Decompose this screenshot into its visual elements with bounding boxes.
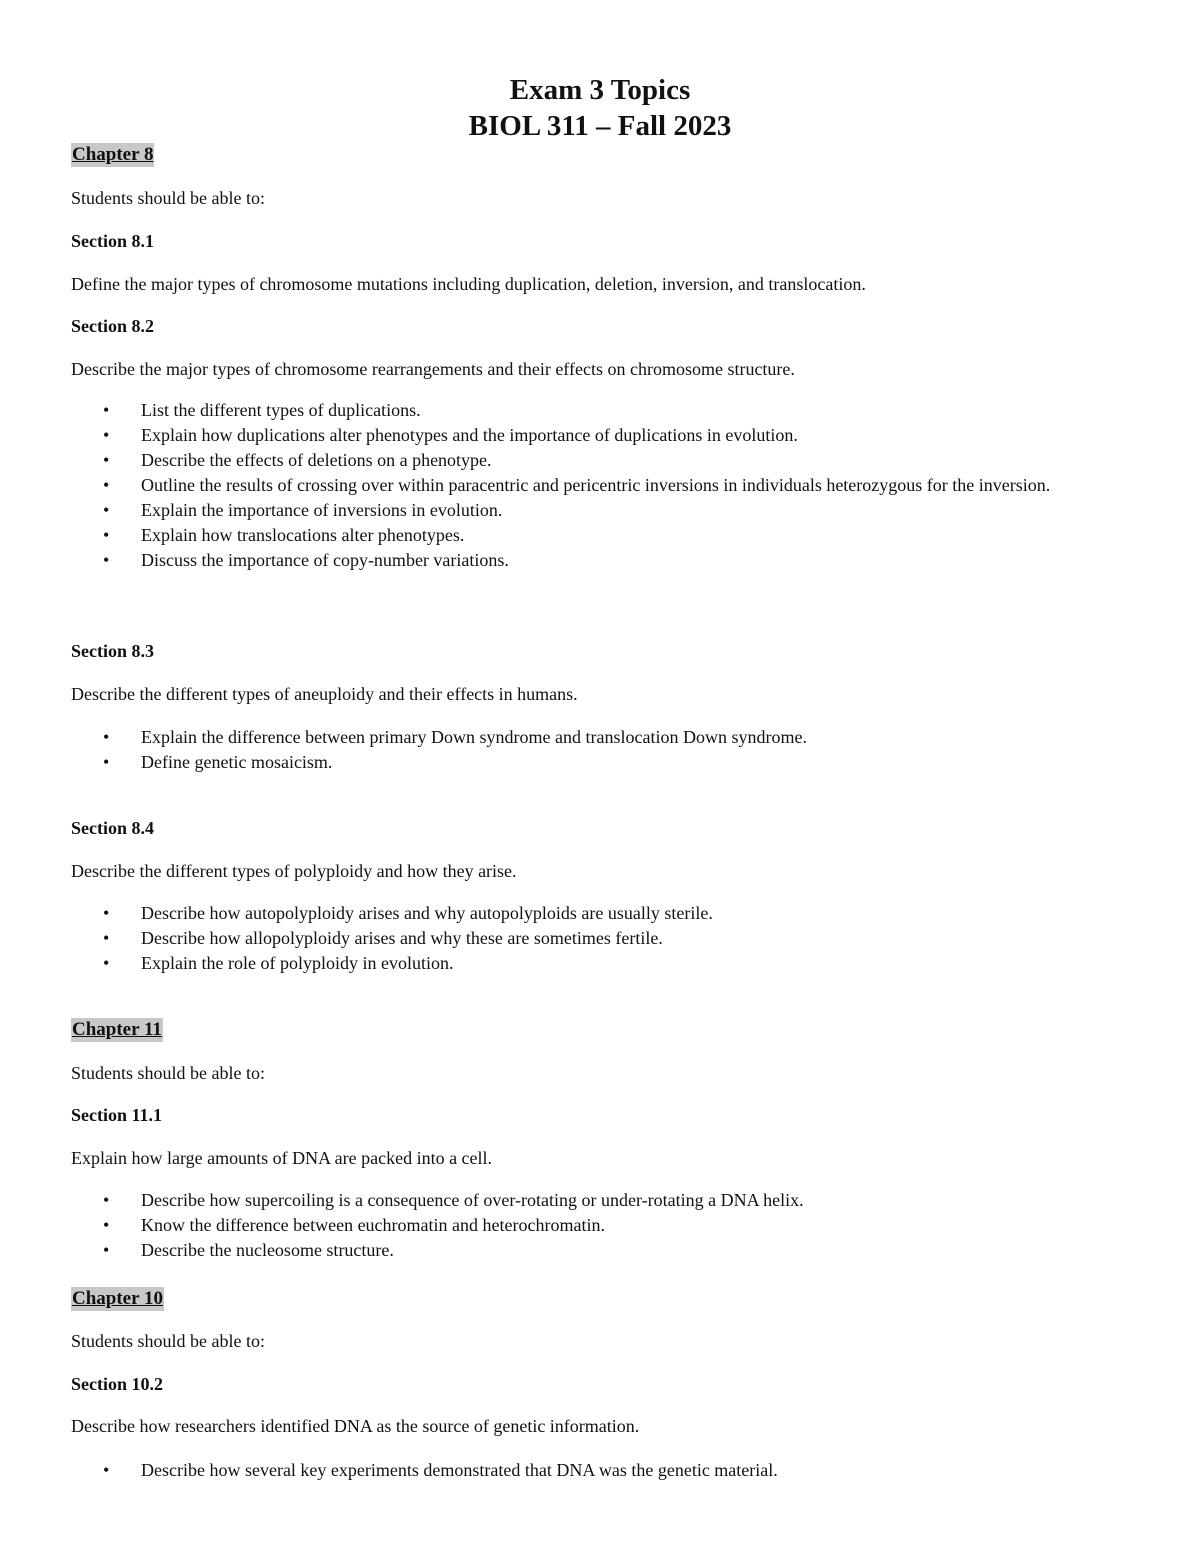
section-heading: Section 8.3 (71, 641, 154, 661)
section-description: Describe how researchers identified DNA as the source of genetic information. (71, 1416, 640, 1436)
section-description: Describe the different types of polyploidy and how they arise. (71, 861, 517, 881)
list-item (0, 951, 1200, 976)
list-item-text: Describe the nucleosome structure. (141, 1240, 394, 1260)
bullet-icon: • (103, 425, 110, 445)
chapter-intro: Students should be able to: (71, 1331, 265, 1351)
bullet-icon: • (103, 525, 110, 545)
list-item (0, 750, 1200, 775)
list-item (0, 926, 1200, 951)
bullet-list (0, 901, 1200, 976)
list-item-text: Explain the difference between primary Down syndrome and translocation Down syndrome. (141, 727, 807, 747)
bullet-list (0, 1188, 1200, 1263)
list-item (0, 398, 1200, 423)
section-heading: Section 8.1 (71, 231, 154, 251)
list-item-text: Explain the importance of inversions in evolution. (141, 500, 503, 520)
list-item-text: Describe how several key experiments demonstrated that DNA was the genetic material. (141, 1460, 778, 1480)
chapter-heading: Chapter 8 (72, 144, 154, 165)
list-item-text: Describe how allopolyploidy arises and why these are sometimes fertile. (141, 928, 663, 948)
section-heading: Section 8.2 (71, 316, 154, 336)
bullet-icon: • (103, 500, 110, 520)
section-description: Define the major types of chromosome mutations including duplication, deletion, inversion, and translocation. (71, 274, 866, 294)
bullet-icon: • (103, 450, 110, 470)
list-item (0, 448, 1200, 473)
bullet-icon: • (103, 928, 110, 948)
list-item (0, 901, 1200, 926)
list-item-text: Discuss the importance of copy-number variations. (141, 550, 509, 570)
list-item (0, 1238, 1200, 1263)
section-description: Explain how large amounts of DNA are packed into a cell. (71, 1148, 493, 1168)
list-item-text: Outline the results of crossing over within paracentric and pericentric inversions in individuals heterozygous for the inversion. (141, 475, 1051, 495)
chapter-heading: Chapter 11 (72, 1019, 162, 1040)
list-item (0, 1458, 1200, 1483)
chapter-intro: Students should be able to: (71, 188, 265, 208)
section-heading: Section 11.1 (71, 1105, 163, 1125)
bullet-icon: • (103, 752, 110, 772)
list-item (0, 423, 1200, 448)
bullet-icon: • (103, 1190, 110, 1210)
section-description: Describe the major types of chromosome rearrangements and their effects on chromosome structure. (71, 359, 795, 379)
bullet-icon: • (103, 475, 110, 495)
bullet-icon: • (103, 550, 110, 570)
bullet-icon: • (103, 903, 110, 923)
section-heading: Section 10.2 (71, 1374, 163, 1394)
bullet-list (0, 725, 1200, 775)
bullet-icon: • (103, 727, 110, 747)
list-item (0, 1188, 1200, 1213)
list-item-text: Describe how autopolyploidy arises and why autopolyploids are usually sterile. (141, 903, 713, 923)
bullet-icon: • (103, 1460, 110, 1480)
list-item (0, 498, 1200, 523)
list-item-text: Describe how supercoiling is a consequence of over-rotating or under-rotating a DNA helix. (141, 1190, 804, 1210)
bullet-list (0, 1458, 1200, 1483)
list-item-text: Define genetic mosaicism. (141, 752, 333, 772)
list-item (0, 725, 1200, 750)
chapter-intro: Students should be able to: (71, 1063, 265, 1083)
list-item (0, 548, 1200, 573)
list-item (0, 523, 1200, 548)
list-item (0, 1213, 1200, 1238)
list-item-text: Explain how duplications alter phenotypes and the importance of duplications in evolution. (141, 425, 798, 445)
list-item-text: List the different types of duplications. (141, 400, 421, 420)
document-subtitle: BIOL 311 – Fall 2023 (468, 110, 732, 142)
list-item-text: Explain the role of polyploidy in evolution. (141, 953, 454, 973)
list-item-text: Know the difference between euchromatin and heterochromatin. (141, 1215, 605, 1235)
bullet-icon: • (103, 953, 110, 973)
bullet-icon: • (103, 400, 110, 420)
document-title: Exam 3 Topics (509, 74, 691, 106)
chapter-heading: Chapter 10 (72, 1288, 163, 1309)
list-item-text: Describe the effects of deletions on a phenotype. (141, 450, 492, 470)
list-item (0, 473, 1200, 498)
section-description: Describe the different types of aneuploidy and their effects in humans. (71, 684, 578, 704)
section-heading: Section 8.4 (71, 818, 154, 838)
bullet-icon: • (103, 1240, 110, 1260)
bullet-icon: • (103, 1215, 110, 1235)
bullet-list (0, 398, 1200, 573)
list-item-text: Explain how translocations alter phenotypes. (141, 525, 465, 545)
